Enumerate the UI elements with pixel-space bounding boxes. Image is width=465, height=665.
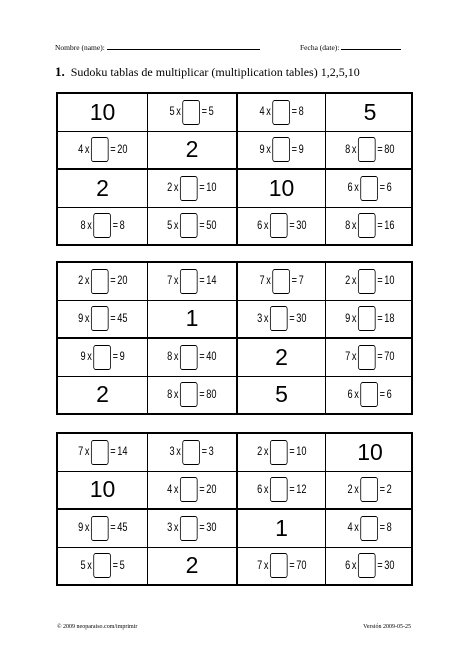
sudoku-cell[interactable] <box>325 339 414 376</box>
factor: 8 <box>167 388 173 401</box>
sudoku-cell[interactable] <box>236 472 325 509</box>
answer-box[interactable] <box>180 213 198 238</box>
given-number: 10 <box>89 98 116 125</box>
factor: 9 <box>259 143 265 156</box>
sudoku-cell[interactable] <box>325 510 414 547</box>
factor: 8 <box>80 219 86 232</box>
name-label: Nombre (name): <box>55 43 105 52</box>
sudoku-row <box>58 337 411 376</box>
product: 7 <box>298 275 304 288</box>
factor: 3 <box>167 522 173 535</box>
equals-sign: = <box>288 483 295 496</box>
multiplication-equation <box>167 176 216 201</box>
times-sign: x <box>354 483 360 496</box>
multiplication-equation <box>170 440 214 465</box>
times-sign: x <box>176 106 182 119</box>
multiplication-equation <box>80 213 124 238</box>
sudoku-cell[interactable] <box>236 132 325 169</box>
equals-sign: = <box>199 522 205 535</box>
times-sign: x <box>352 351 357 364</box>
multiplication-equation <box>348 382 392 407</box>
times-sign: x <box>87 351 92 364</box>
product: 6 <box>386 182 393 195</box>
sudoku-cell <box>325 94 414 131</box>
answer-box[interactable] <box>270 213 288 238</box>
sudoku-cell <box>147 132 236 169</box>
answer-box[interactable] <box>358 306 376 331</box>
equals-sign: = <box>380 522 386 535</box>
sudoku-cell[interactable] <box>325 377 414 414</box>
product: 80 <box>206 388 217 401</box>
equals-sign: = <box>109 522 116 535</box>
given-number: 2 <box>96 381 109 408</box>
answer-box[interactable] <box>91 306 109 331</box>
sudoku-cell <box>325 434 414 471</box>
multiplication-equation <box>257 306 306 331</box>
date-blank-line[interactable] <box>341 42 401 50</box>
answer-box[interactable] <box>358 553 376 578</box>
equals-sign: = <box>288 446 295 459</box>
sudoku-row <box>58 207 411 245</box>
sudoku-cell[interactable] <box>58 301 147 338</box>
answer-box[interactable] <box>358 345 376 370</box>
multiplication-equation <box>167 382 216 407</box>
sudoku-cell[interactable] <box>236 208 325 245</box>
sudoku-cell[interactable] <box>325 170 414 207</box>
answer-box[interactable] <box>361 382 379 407</box>
times-sign: x <box>352 143 357 156</box>
equals-sign: = <box>380 483 386 496</box>
sudoku-row <box>58 508 411 547</box>
product: 45 <box>116 312 128 325</box>
sudoku-cell <box>147 548 236 585</box>
product: 80 <box>384 143 395 156</box>
times-sign: x <box>352 312 357 325</box>
given-number: 10 <box>357 438 383 465</box>
times-sign: x <box>87 559 92 572</box>
sudoku-cell[interactable] <box>325 208 414 245</box>
factor: 4 <box>77 143 83 156</box>
factor: 6 <box>347 388 354 401</box>
multiplication-equation <box>257 477 306 502</box>
answer-box[interactable] <box>93 345 111 370</box>
factor: 2 <box>167 182 173 195</box>
equals-sign: = <box>112 351 118 364</box>
times-sign: x <box>266 143 271 156</box>
equals-sign: = <box>109 143 116 156</box>
multiplication-equation <box>167 516 216 541</box>
multiplication-equation <box>259 100 303 125</box>
answer-box[interactable] <box>361 477 379 502</box>
times-sign: x <box>263 559 269 572</box>
sudoku-cell[interactable] <box>325 301 414 338</box>
sudoku-cell <box>236 377 325 414</box>
factor: 8 <box>167 351 173 364</box>
multiplication-equation <box>78 269 127 294</box>
equals-sign: = <box>288 312 295 325</box>
sudoku-cell[interactable] <box>325 132 414 169</box>
multiplication-equation <box>167 213 216 238</box>
sudoku-row <box>58 471 411 509</box>
sudoku-grid-3 <box>56 432 413 586</box>
factor: 6 <box>345 559 351 572</box>
multiplication-equation <box>78 440 127 465</box>
given-number: 5 <box>363 98 377 125</box>
multiplication-equation <box>259 269 303 294</box>
sudoku-cell[interactable] <box>147 263 236 300</box>
multiplication-equation <box>345 306 394 331</box>
product: 30 <box>206 522 217 535</box>
equals-sign: = <box>199 351 205 364</box>
answer-box[interactable] <box>358 137 376 162</box>
given-number: 2 <box>96 174 109 201</box>
product: 9 <box>298 143 304 156</box>
times-sign: x <box>354 388 360 401</box>
sudoku-cell[interactable] <box>147 208 236 245</box>
times-sign: x <box>176 446 182 459</box>
exercise-title-text: Sudoku tablas de multiplicar (multiplication tables) 1,2,5,10 <box>70 65 360 79</box>
multiplication-equation <box>80 553 124 578</box>
multiplication-equation <box>78 306 127 331</box>
sudoku-cell <box>58 377 147 414</box>
answer-box[interactable] <box>361 176 379 201</box>
times-sign: x <box>174 275 179 288</box>
answer-box[interactable] <box>272 100 290 125</box>
answer-box[interactable] <box>183 440 201 465</box>
date-group <box>300 42 401 52</box>
multiplication-equation <box>170 100 214 125</box>
multiplication-equation <box>348 477 392 502</box>
product: 30 <box>295 219 307 232</box>
equals-sign: = <box>202 106 208 119</box>
sudoku-cell[interactable] <box>58 548 147 585</box>
product: 30 <box>384 559 395 572</box>
times-sign: x <box>263 483 269 496</box>
factor: 2 <box>77 275 83 288</box>
equals-sign: = <box>288 219 295 232</box>
times-sign: x <box>352 559 357 572</box>
multiplication-equation <box>78 516 127 541</box>
sudoku-cell[interactable] <box>58 510 147 547</box>
equals-sign: = <box>112 219 118 232</box>
factor: 3 <box>256 312 262 325</box>
answer-box[interactable] <box>358 213 376 238</box>
equals-sign: = <box>109 446 116 459</box>
sudoku-cell[interactable] <box>325 472 414 509</box>
times-sign: x <box>352 219 357 232</box>
sudoku-cell[interactable] <box>236 548 325 585</box>
sudoku-cell <box>236 339 325 376</box>
multiplication-equation <box>259 137 303 162</box>
given-number: 10 <box>89 476 116 503</box>
exercise-number: 1. <box>55 64 65 79</box>
sudoku-row <box>58 131 411 169</box>
student-info-line <box>55 42 415 52</box>
multiplication-equation <box>78 137 127 162</box>
product: 8 <box>386 522 393 535</box>
times-sign: x <box>354 182 360 195</box>
factor: 6 <box>256 483 262 496</box>
factor: 2 <box>345 275 351 288</box>
equals-sign: = <box>380 182 386 195</box>
sudoku-cell[interactable] <box>236 94 325 131</box>
times-sign: x <box>87 219 92 232</box>
equals-sign: = <box>377 143 383 156</box>
exercise-title <box>55 64 435 80</box>
equals-sign: = <box>199 182 205 195</box>
name-blank-line[interactable] <box>107 42 260 50</box>
equals-sign: = <box>202 446 208 459</box>
multiplication-equation <box>348 176 392 201</box>
given-number: 10 <box>268 174 295 201</box>
product: 20 <box>116 275 128 288</box>
product: 10 <box>206 182 217 195</box>
multiplication-equation <box>257 213 306 238</box>
answer-box[interactable] <box>183 100 201 125</box>
product: 10 <box>384 275 395 288</box>
product: 14 <box>116 446 128 459</box>
given-number: 1 <box>185 305 199 332</box>
factor: 3 <box>169 446 176 459</box>
factor: 5 <box>80 559 86 572</box>
product: 20 <box>116 143 128 156</box>
footer-version: Versión 2009-05-25 <box>363 624 411 630</box>
product: 30 <box>295 312 307 325</box>
times-sign: x <box>266 106 271 119</box>
sudoku-row <box>58 168 411 207</box>
answer-box[interactable] <box>272 269 290 294</box>
product: 5 <box>208 106 215 119</box>
factor: 9 <box>77 522 83 535</box>
answer-box[interactable] <box>180 269 198 294</box>
multiplication-equation <box>167 269 216 294</box>
product: 45 <box>116 522 128 535</box>
sudoku-cell[interactable] <box>147 510 236 547</box>
sudoku-cell[interactable] <box>147 94 236 131</box>
sudoku-row <box>58 434 411 471</box>
factor: 9 <box>345 312 351 325</box>
times-sign: x <box>174 351 179 364</box>
times-sign: x <box>84 143 90 156</box>
factor: 4 <box>347 522 354 535</box>
sudoku-cell[interactable] <box>236 434 325 471</box>
equals-sign: = <box>377 312 383 325</box>
equals-sign: = <box>380 388 386 401</box>
answer-box[interactable] <box>180 516 198 541</box>
product: 6 <box>386 388 393 401</box>
sudoku-cell[interactable] <box>58 263 147 300</box>
times-sign: x <box>84 275 90 288</box>
answer-box[interactable] <box>91 516 109 541</box>
factor: 5 <box>167 219 173 232</box>
product: 8 <box>298 106 304 119</box>
answer-box[interactable] <box>270 306 288 331</box>
equals-sign: = <box>291 275 297 288</box>
sudoku-cell <box>236 510 325 547</box>
multiplication-equation <box>345 137 394 162</box>
sudoku-cell[interactable] <box>147 472 236 509</box>
sudoku-row <box>58 300 411 338</box>
answer-box[interactable] <box>270 553 288 578</box>
times-sign: x <box>174 219 179 232</box>
product: 18 <box>384 312 395 325</box>
sudoku-cell[interactable] <box>58 434 147 471</box>
sudoku-cell[interactable] <box>147 377 236 414</box>
times-sign: x <box>84 522 90 535</box>
multiplication-equation <box>257 553 306 578</box>
sudoku-row <box>58 263 411 300</box>
equals-sign: = <box>291 143 297 156</box>
times-sign: x <box>266 275 271 288</box>
sudoku-cell[interactable] <box>147 339 236 376</box>
answer-box[interactable] <box>180 382 198 407</box>
times-sign: x <box>174 522 179 535</box>
equals-sign: = <box>377 351 383 364</box>
product: 5 <box>119 559 125 572</box>
product: 10 <box>295 446 307 459</box>
product: 70 <box>295 559 307 572</box>
equals-sign: = <box>377 275 383 288</box>
sudoku-cell <box>58 94 147 131</box>
sudoku-cell[interactable] <box>325 263 414 300</box>
multiplication-equation <box>167 477 216 502</box>
sudoku-cell[interactable] <box>236 301 325 338</box>
equals-sign: = <box>199 275 205 288</box>
answer-box[interactable] <box>270 440 288 465</box>
times-sign: x <box>352 275 357 288</box>
given-number: 2 <box>185 136 199 163</box>
times-sign: x <box>263 446 269 459</box>
date-label: Fecha (date): <box>300 43 340 52</box>
sudoku-cell <box>58 170 147 207</box>
equals-sign: = <box>377 559 383 572</box>
factor: 4 <box>259 106 265 119</box>
answer-box[interactable] <box>272 137 290 162</box>
multiplication-equation <box>80 345 124 370</box>
multiplication-equation <box>345 269 394 294</box>
factor: 7 <box>259 275 265 288</box>
equals-sign: = <box>112 559 118 572</box>
multiplication-equation <box>345 213 394 238</box>
given-number: 5 <box>275 381 288 408</box>
factor: 7 <box>167 275 173 288</box>
sudoku-cell[interactable] <box>58 208 147 245</box>
sudoku-cell <box>147 301 236 338</box>
equals-sign: = <box>291 106 297 119</box>
answer-box[interactable] <box>180 176 198 201</box>
times-sign: x <box>263 312 269 325</box>
times-sign: x <box>174 182 179 195</box>
sudoku-cell[interactable] <box>325 548 414 585</box>
factor: 7 <box>77 446 83 459</box>
sudoku-cell[interactable] <box>236 263 325 300</box>
factor: 8 <box>345 143 351 156</box>
product: 9 <box>119 351 125 364</box>
product: 8 <box>119 219 125 232</box>
multiplication-equation <box>345 345 394 370</box>
sudoku-row <box>58 376 411 414</box>
sudoku-cell <box>58 472 147 509</box>
sudoku-row <box>58 94 411 131</box>
sudoku-cell[interactable] <box>58 339 147 376</box>
product: 50 <box>206 219 217 232</box>
multiplication-equation <box>167 345 216 370</box>
given-number: 2 <box>185 552 199 579</box>
factor: 4 <box>167 483 173 496</box>
sudoku-cell[interactable] <box>147 434 236 471</box>
factor: 9 <box>77 312 83 325</box>
factor: 6 <box>256 219 262 232</box>
factor: 2 <box>256 446 262 459</box>
factor: 2 <box>347 483 354 496</box>
sudoku-grid-2 <box>56 261 413 415</box>
equals-sign: = <box>377 219 383 232</box>
footer-copyright: © 2009 neoparaiso.com/imprimir <box>57 624 138 630</box>
answer-box[interactable] <box>358 269 376 294</box>
sudoku-cell <box>236 170 325 207</box>
answer-box[interactable] <box>91 137 109 162</box>
product: 70 <box>384 351 395 364</box>
times-sign: x <box>84 312 90 325</box>
equals-sign: = <box>199 483 205 496</box>
equals-sign: = <box>109 312 116 325</box>
times-sign: x <box>174 483 179 496</box>
given-number: 1 <box>275 514 288 541</box>
product: 16 <box>384 219 395 232</box>
given-number: 2 <box>275 343 288 370</box>
factor: 7 <box>256 559 262 572</box>
sudoku-cell[interactable] <box>147 170 236 207</box>
answer-box[interactable] <box>180 345 198 370</box>
times-sign: x <box>354 522 360 535</box>
times-sign: x <box>174 388 179 401</box>
product: 3 <box>208 446 215 459</box>
multiplication-equation <box>257 440 306 465</box>
product: 12 <box>295 483 307 496</box>
answer-box[interactable] <box>270 477 288 502</box>
sudoku-grid-1 <box>56 92 413 246</box>
times-sign: x <box>263 219 269 232</box>
sudoku-cell[interactable] <box>58 132 147 169</box>
times-sign: x <box>84 446 90 459</box>
factor: 8 <box>345 219 351 232</box>
factor: 7 <box>345 351 351 364</box>
answer-box[interactable] <box>91 269 109 294</box>
equals-sign: = <box>199 388 205 401</box>
multiplication-equation <box>348 516 392 541</box>
answer-box[interactable] <box>93 213 111 238</box>
factor: 6 <box>347 182 354 195</box>
answer-box[interactable] <box>91 440 109 465</box>
multiplication-equation <box>345 553 394 578</box>
factor: 5 <box>169 106 176 119</box>
product: 20 <box>206 483 217 496</box>
equals-sign: = <box>288 559 295 572</box>
answer-box[interactable] <box>93 553 111 578</box>
equals-sign: = <box>199 219 205 232</box>
equals-sign: = <box>109 275 116 288</box>
product: 14 <box>206 275 217 288</box>
sudoku-row <box>58 547 411 585</box>
product: 2 <box>386 483 393 496</box>
product: 40 <box>206 351 217 364</box>
answer-box[interactable] <box>361 516 379 541</box>
factor: 9 <box>80 351 86 364</box>
answer-box[interactable] <box>180 477 198 502</box>
